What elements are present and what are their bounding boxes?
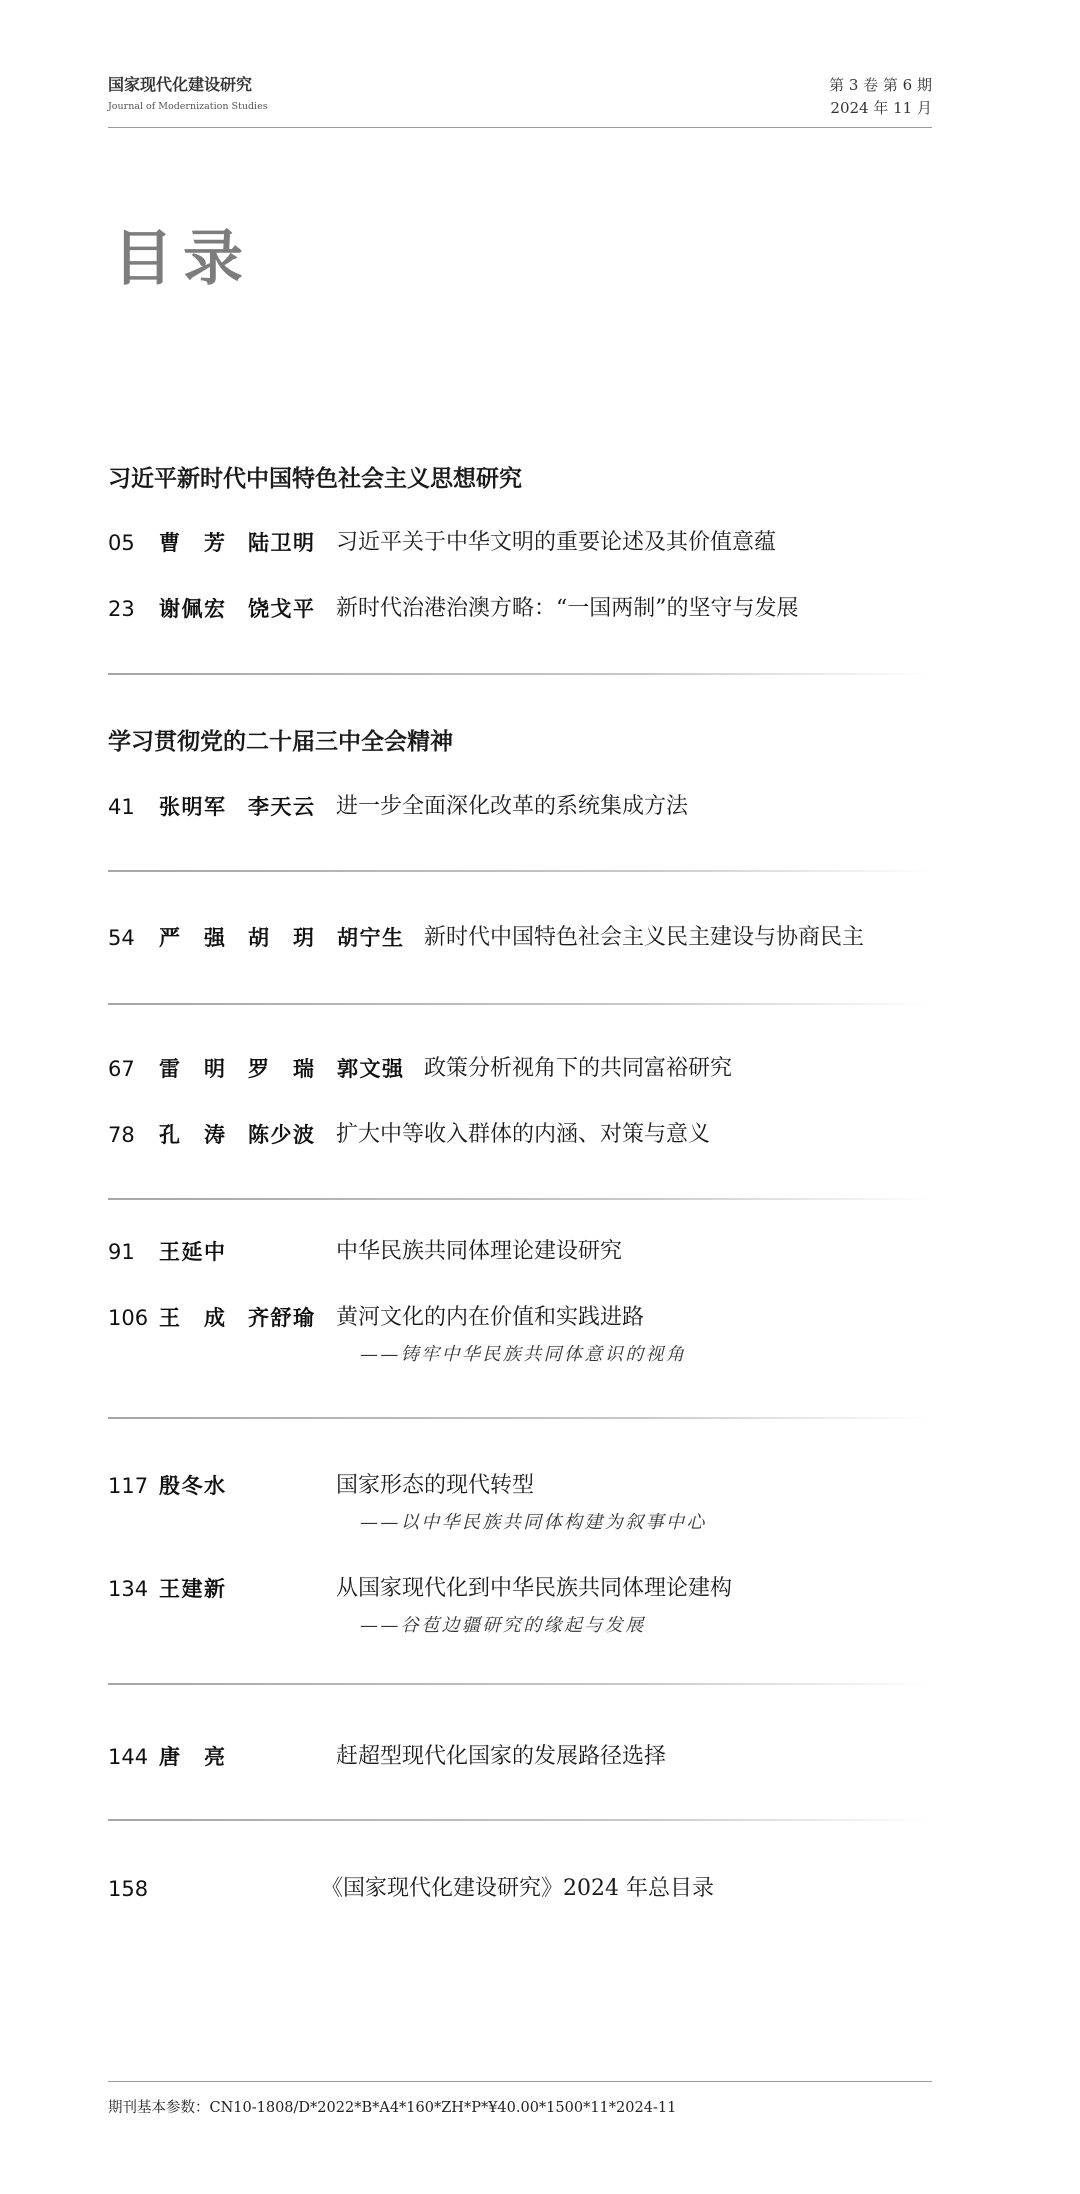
author: 陈少波 <box>248 1123 314 1147</box>
toc-entry <box>0 791 1080 823</box>
page-number: 54 <box>108 926 135 950</box>
article-title: 新时代中国特色社会主义民主建设与协商民主 <box>424 925 865 950</box>
page-number: 134 <box>108 1577 149 1601</box>
article-title: 扩大中等收入群体的内涵、对策与意义 <box>336 1122 711 1147</box>
toc-entry <box>0 1302 1080 1334</box>
journal-name: 国家现代化建设研究 <box>108 75 253 94</box>
author: 胡宁生 <box>337 926 403 950</box>
author: 曹 芳 <box>159 531 225 555</box>
article-subtitle: ——谷苞边疆研究的缘起与发展 <box>360 1615 646 1636</box>
header-rule <box>108 127 932 128</box>
author: 王 成 <box>159 1306 225 1330</box>
section-heading: 学习贯彻党的二十届三中全会精神 <box>108 729 453 755</box>
page-number: 158 <box>108 1877 149 1901</box>
toc-entry <box>0 1053 1080 1085</box>
page-number: 41 <box>108 795 135 819</box>
toc-entry <box>0 1236 1080 1268</box>
section-divider <box>108 1198 932 1200</box>
author: 严 强 <box>159 926 225 950</box>
article-title: 政策分析视角下的共同富裕研究 <box>424 1056 733 1081</box>
toc-subtitle-row <box>0 1341 1080 1369</box>
author: 王建新 <box>159 1577 225 1601</box>
footer-rule <box>108 2081 932 2082</box>
article-title: 习近平关于中华文明的重要论述及其价值意蕴 <box>336 530 777 555</box>
author: 齐舒瑜 <box>248 1306 314 1330</box>
issue-date: 2024 年 11 月 <box>830 99 932 117</box>
section-divider <box>108 673 932 675</box>
page-number: 78 <box>108 1123 135 1147</box>
toc-entry <box>0 1573 1080 1605</box>
author: 饶戈平 <box>248 597 314 621</box>
page-number: 106 <box>108 1306 149 1330</box>
section-divider <box>108 1417 932 1419</box>
article-subtitle: ——以中华民族共同体构建为叙事中心 <box>360 1512 707 1533</box>
author: 陆卫明 <box>248 531 314 555</box>
toc-subtitle-row <box>0 1509 1080 1537</box>
toc-entry <box>0 527 1080 559</box>
journal-parameters: 期刊基本参数：CN10-1808/D*2022*B*A4*160*ZH*P*¥40.00*1500*11*2024-11 <box>108 2100 677 2116</box>
author: 孔 涛 <box>159 1123 225 1147</box>
toc-entry <box>0 1119 1080 1151</box>
page-number: 05 <box>108 531 135 555</box>
article-title: 新时代治港治澳方略：“一国两制”的坚守与发展 <box>336 596 799 621</box>
page-number: 117 <box>108 1474 149 1498</box>
article-subtitle: ——铸牢中华民族共同体意识的视角 <box>360 1344 687 1365</box>
article-title: 从国家现代化到中华民族共同体理论建构 <box>336 1576 733 1601</box>
author: 王延中 <box>159 1240 225 1264</box>
section-heading: 习近平新时代中国特色社会主义思想研究 <box>108 466 522 492</box>
author: 张明军 <box>159 795 225 819</box>
article-title: 进一步全面深化改革的系统集成方法 <box>336 794 689 819</box>
author: 胡 玥 <box>248 926 314 950</box>
article-title: 黄河文化的内在价值和实践进路 <box>336 1305 645 1330</box>
author: 郭文强 <box>337 1057 403 1081</box>
article-title: 国家形态的现代转型 <box>336 1473 535 1498</box>
section-heading-row <box>0 726 1080 758</box>
page-number: 91 <box>108 1240 135 1264</box>
author: 谢佩宏 <box>159 597 225 621</box>
author: 唐 亮 <box>159 1745 225 1769</box>
section-divider <box>108 1003 932 1005</box>
journal-english-name: Journal of Modernization Studies <box>108 101 268 112</box>
author: 雷 明 <box>159 1057 225 1081</box>
page-number: 144 <box>108 1745 149 1769</box>
toc-entry <box>0 1741 1080 1773</box>
article-title: 赶超型现代化国家的发展路径选择 <box>336 1744 667 1769</box>
section-divider <box>108 870 932 872</box>
section-heading-row <box>0 463 1080 495</box>
toc-entry <box>0 593 1080 625</box>
toc-entry <box>0 1873 1080 1905</box>
page-title: 目录 <box>113 224 253 294</box>
page-number: 23 <box>108 597 135 621</box>
article-title: 中华民族共同体理论建设研究 <box>336 1239 623 1264</box>
toc-entry <box>0 1470 1080 1502</box>
toc-entry <box>0 922 1080 954</box>
author: 殷冬水 <box>159 1474 225 1498</box>
page-number: 67 <box>108 1057 135 1081</box>
author: 李天云 <box>248 795 314 819</box>
article-title: 《国家现代化建设研究》2024 年总目录 <box>321 1876 714 1901</box>
section-divider <box>108 1683 932 1685</box>
section-divider <box>108 1819 932 1821</box>
toc-subtitle-row <box>0 1612 1080 1640</box>
volume-issue: 第 3 卷 第 6 期 <box>829 76 932 94</box>
author: 罗 瑞 <box>248 1057 314 1081</box>
